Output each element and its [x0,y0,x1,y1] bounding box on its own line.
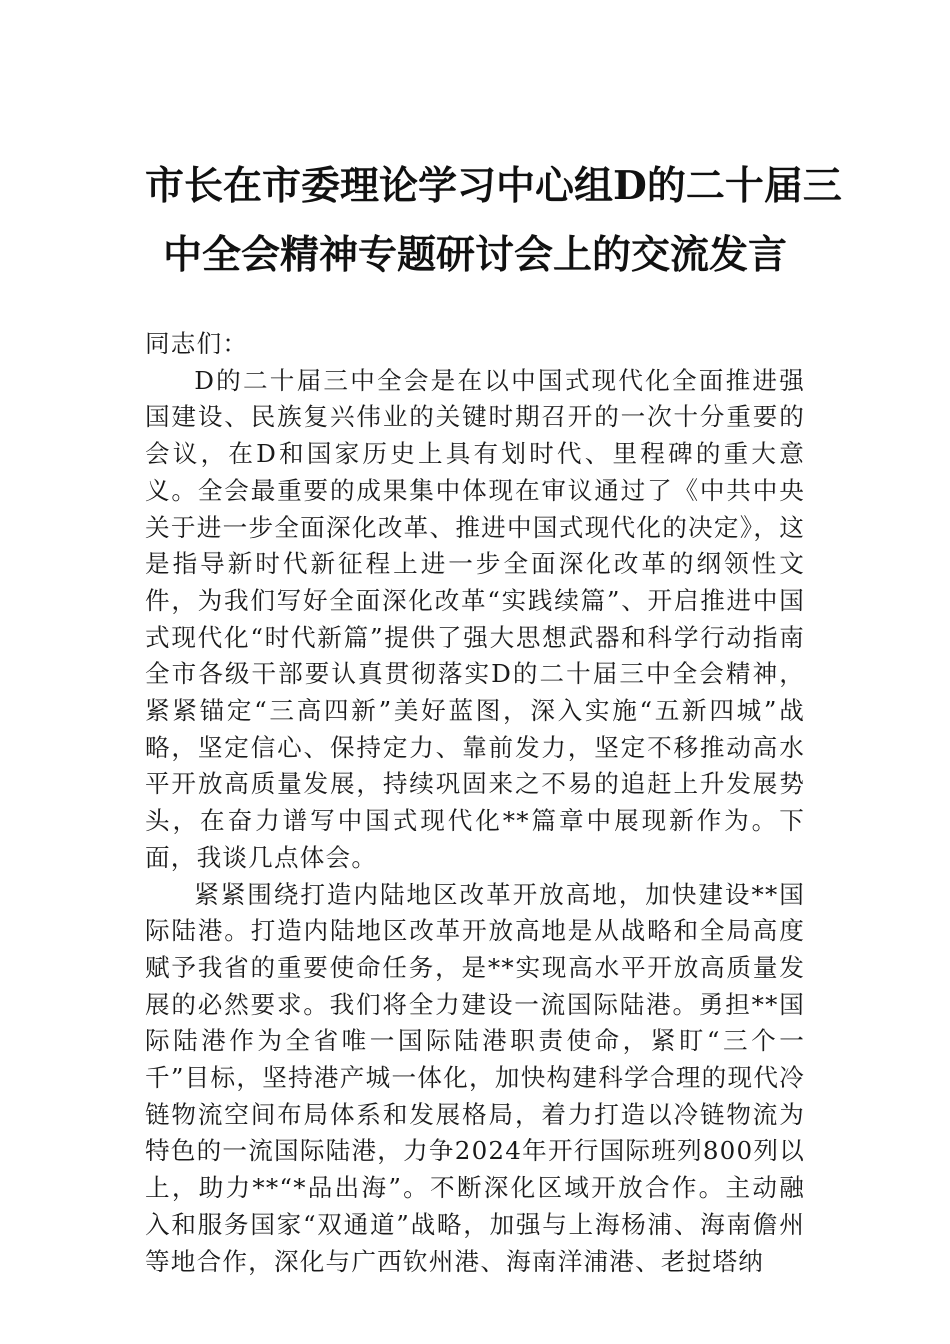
document-title-line-2: 中全会精神专题研讨会上的交流发言 [162,232,787,278]
body-paragraph-2: 紧紧围绕打造内陆地区改革开放高地，加快建设**国际陆港。打造内陆地区改革开放高地是从战略和全局高度赋予我省的重要使命任务，是**实现高水平开放高质量发展的必然要求。我们将全力建设一流国际陆港。勇担**国际陆港作为全省唯一国际陆港职责使命，紧盯“三个一千”目标，坚持港产城一体化，加快构建科学合理的现代冷链物流空间布局体系和发展格局，着力打造以冷链物流为特色的一流国际陆港，力争2024年开行国际班列800列以上，助力**“*品出海”。不断深化区域开放合作。主动融入和服务国家“双通道”战略，加强与上海杨浦、海南儋州等地合作，深化与广西钦州港、海南洋浦港、老挝塔纳 [145,879,805,1276]
salutation: 同志们： [145,329,249,358]
document-title-line-1: 市长在市委理论学习中心组D的二十届三 [145,163,842,209]
body-paragraph-1: D的二十届三中全会是在以中国式现代化全面推进强国建设、民族复兴伟业的关键时期召开的一次十分重要的会议，在D和国家历史上具有划时代、里程碑的重大意义。全会最重要的成果集中体现在审议通过了《中共中央关于进一步全面深化改革、推进中国式现代化的决定》，这是指导新时代新征程上进一步全面深化改革的纲领性文件，为我们写好全面深化改革“实践续篇”、开启推进中国式现代化“时代新篇”提供了强大思想武器和科学行动指南全市各级干部要认真贯彻落实D的二十届三中全会精神，紧紧锚定“三高四新”美好蓝图，深入实施“五新四城”战略，坚定信心、保持定力、靠前发力，坚定不移推动高水平开放高质量发展，持续巩固来之不易的追赶上升发展势头，在奋力谱写中国式现代化**篇章中展现新作为。下面，我谈几点体会。 [145,365,805,872]
document-body [145,326,805,1280]
